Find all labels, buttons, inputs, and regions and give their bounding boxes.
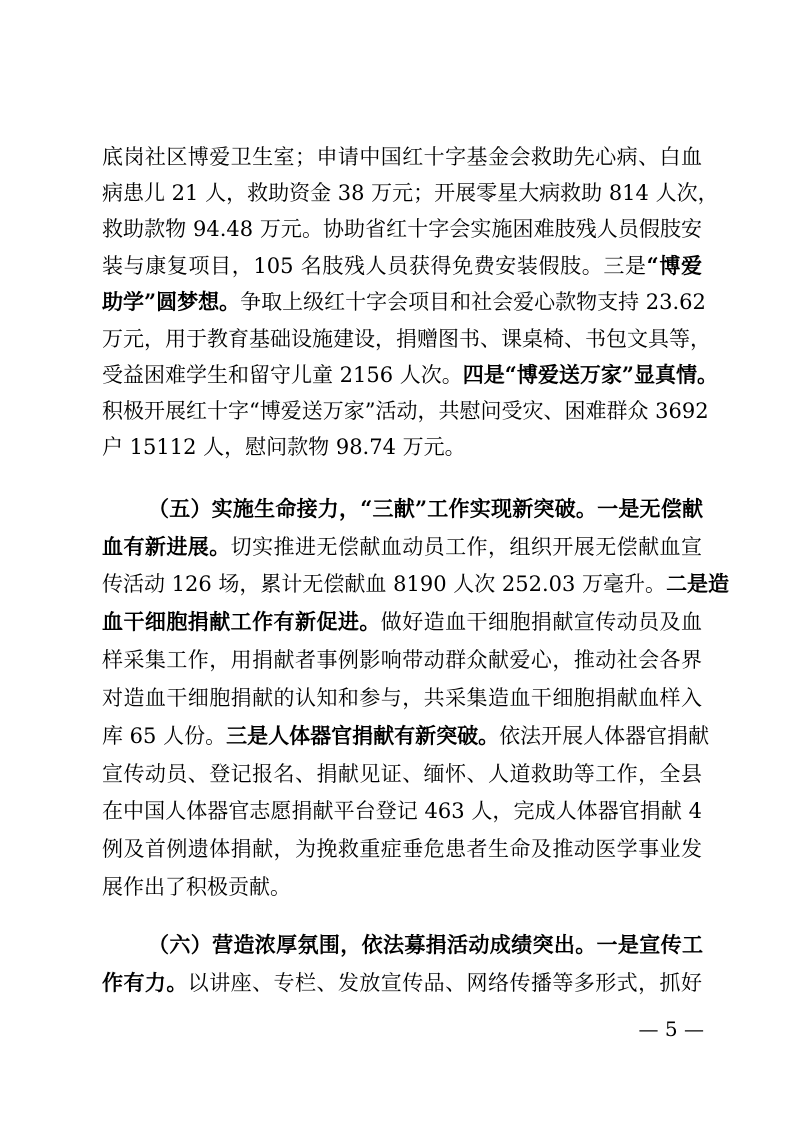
text-segment: 传活动 126 场，累计无偿献血 8190 人次 252.03 万毫升。	[102, 572, 667, 596]
text-line	[102, 530, 702, 564]
text-segment: 以讲座、专栏、发放宣传品、网络传播等多形式，抓好	[187, 971, 703, 995]
bold-text-segment: “博爱	[646, 253, 702, 278]
bold-text-segment: （六）营造浓厚氛围，依法募捐活动成绩突出。一是宣传工	[148, 932, 703, 957]
text-segment: 做好造血干细胞捐献宣传动员及血	[380, 610, 703, 634]
text-line	[102, 285, 706, 319]
text-segment: 装与康复项目，105 名肢残人员获得免费安装假肢。三是	[102, 254, 647, 278]
text-line	[102, 358, 718, 392]
text-segment: 宣传动员、登记报名、捐献见证、缅怀、人道救助等工作，全县	[102, 762, 702, 786]
text-segment: 救助款物 94.48 万元。协助省红十字会实施困难肢残人员假肢安	[102, 217, 702, 241]
bold-text-segment: （五）实施生命接力，“三献”工作实现新突破。一是无偿献	[148, 496, 703, 521]
text-line	[102, 176, 719, 210]
section-heading-five	[148, 492, 703, 526]
text-segment: 底岗社区博爱卫生室；申请中国红十字基金会救助先心病、白血	[102, 145, 702, 169]
text-line	[102, 681, 702, 715]
text-line	[102, 643, 702, 677]
text-segment: 例及首例遗体捐献，为挽救重症垂危患者生命及推动医学事业发	[102, 837, 702, 861]
text-segment: 户 15112 人，慰问款物 98.74 万元。	[102, 435, 466, 459]
text-segment: 在中国人体器官志愿捐献平台登记 463 人，完成人体器官捐献 4	[102, 799, 702, 823]
text-line	[102, 212, 702, 246]
bold-text-segment: 二是造	[666, 571, 730, 596]
text-line	[102, 430, 702, 464]
page-number: — 5 —	[638, 1017, 704, 1041]
text-line	[102, 605, 702, 639]
text-segment: 受益困难学生和留守儿童 2156 人次。	[102, 363, 463, 387]
text-line	[102, 140, 702, 174]
text-segment: 依法开展人体器官捐献	[499, 724, 710, 748]
text-line	[102, 567, 730, 601]
text-segment: 争取上级红十字会项目和社会爱心款物支持 23.62	[240, 290, 706, 314]
text-segment: 样采集工作，用捐献者事例影响带动群众献爱心，推动社会各界	[102, 648, 702, 672]
bold-text-segment: 四是“博爱送万家”显真情。	[462, 362, 718, 387]
bold-text-segment: 三是人体器官捐献有新突破。	[226, 723, 500, 748]
bold-text-segment: 作有力。	[102, 970, 188, 995]
text-line	[102, 870, 702, 904]
bold-text-segment: 血干细胞捐献工作有新促进。	[102, 609, 381, 634]
text-segment: 万元，用于教育基础设施建设，捐赠图书、课桌椅、书包文具等，	[102, 327, 711, 351]
text-line	[102, 322, 711, 356]
text-line	[102, 757, 702, 791]
text-segment: 积极开展红十字“博爱送万家”活动，共慰问受灾、困难群众 3692	[102, 399, 709, 423]
section-heading-six	[148, 928, 703, 962]
text-line	[102, 394, 709, 428]
text-segment: 病患儿 21 人，救助资金 38 万元；开展零星大病救助 814 人次，	[102, 181, 719, 205]
text-segment: 对造血干细胞捐献的认知和参与，共采集造血干细胞捐献血样入	[102, 686, 702, 710]
text-line	[102, 966, 702, 1000]
text-segment: 库 65 人份。	[102, 724, 227, 748]
text-segment: 切实推进无偿献血动员工作，组织开展无偿献血宣	[230, 535, 703, 559]
bold-text-segment: 血有新进展。	[102, 534, 231, 559]
text-line	[102, 719, 710, 753]
text-line	[102, 832, 702, 866]
bold-text-segment: 助学”圆梦想。	[102, 289, 241, 314]
text-line	[102, 794, 702, 828]
text-line	[102, 249, 702, 283]
text-segment: 展作出了积极贡献。	[102, 875, 291, 899]
